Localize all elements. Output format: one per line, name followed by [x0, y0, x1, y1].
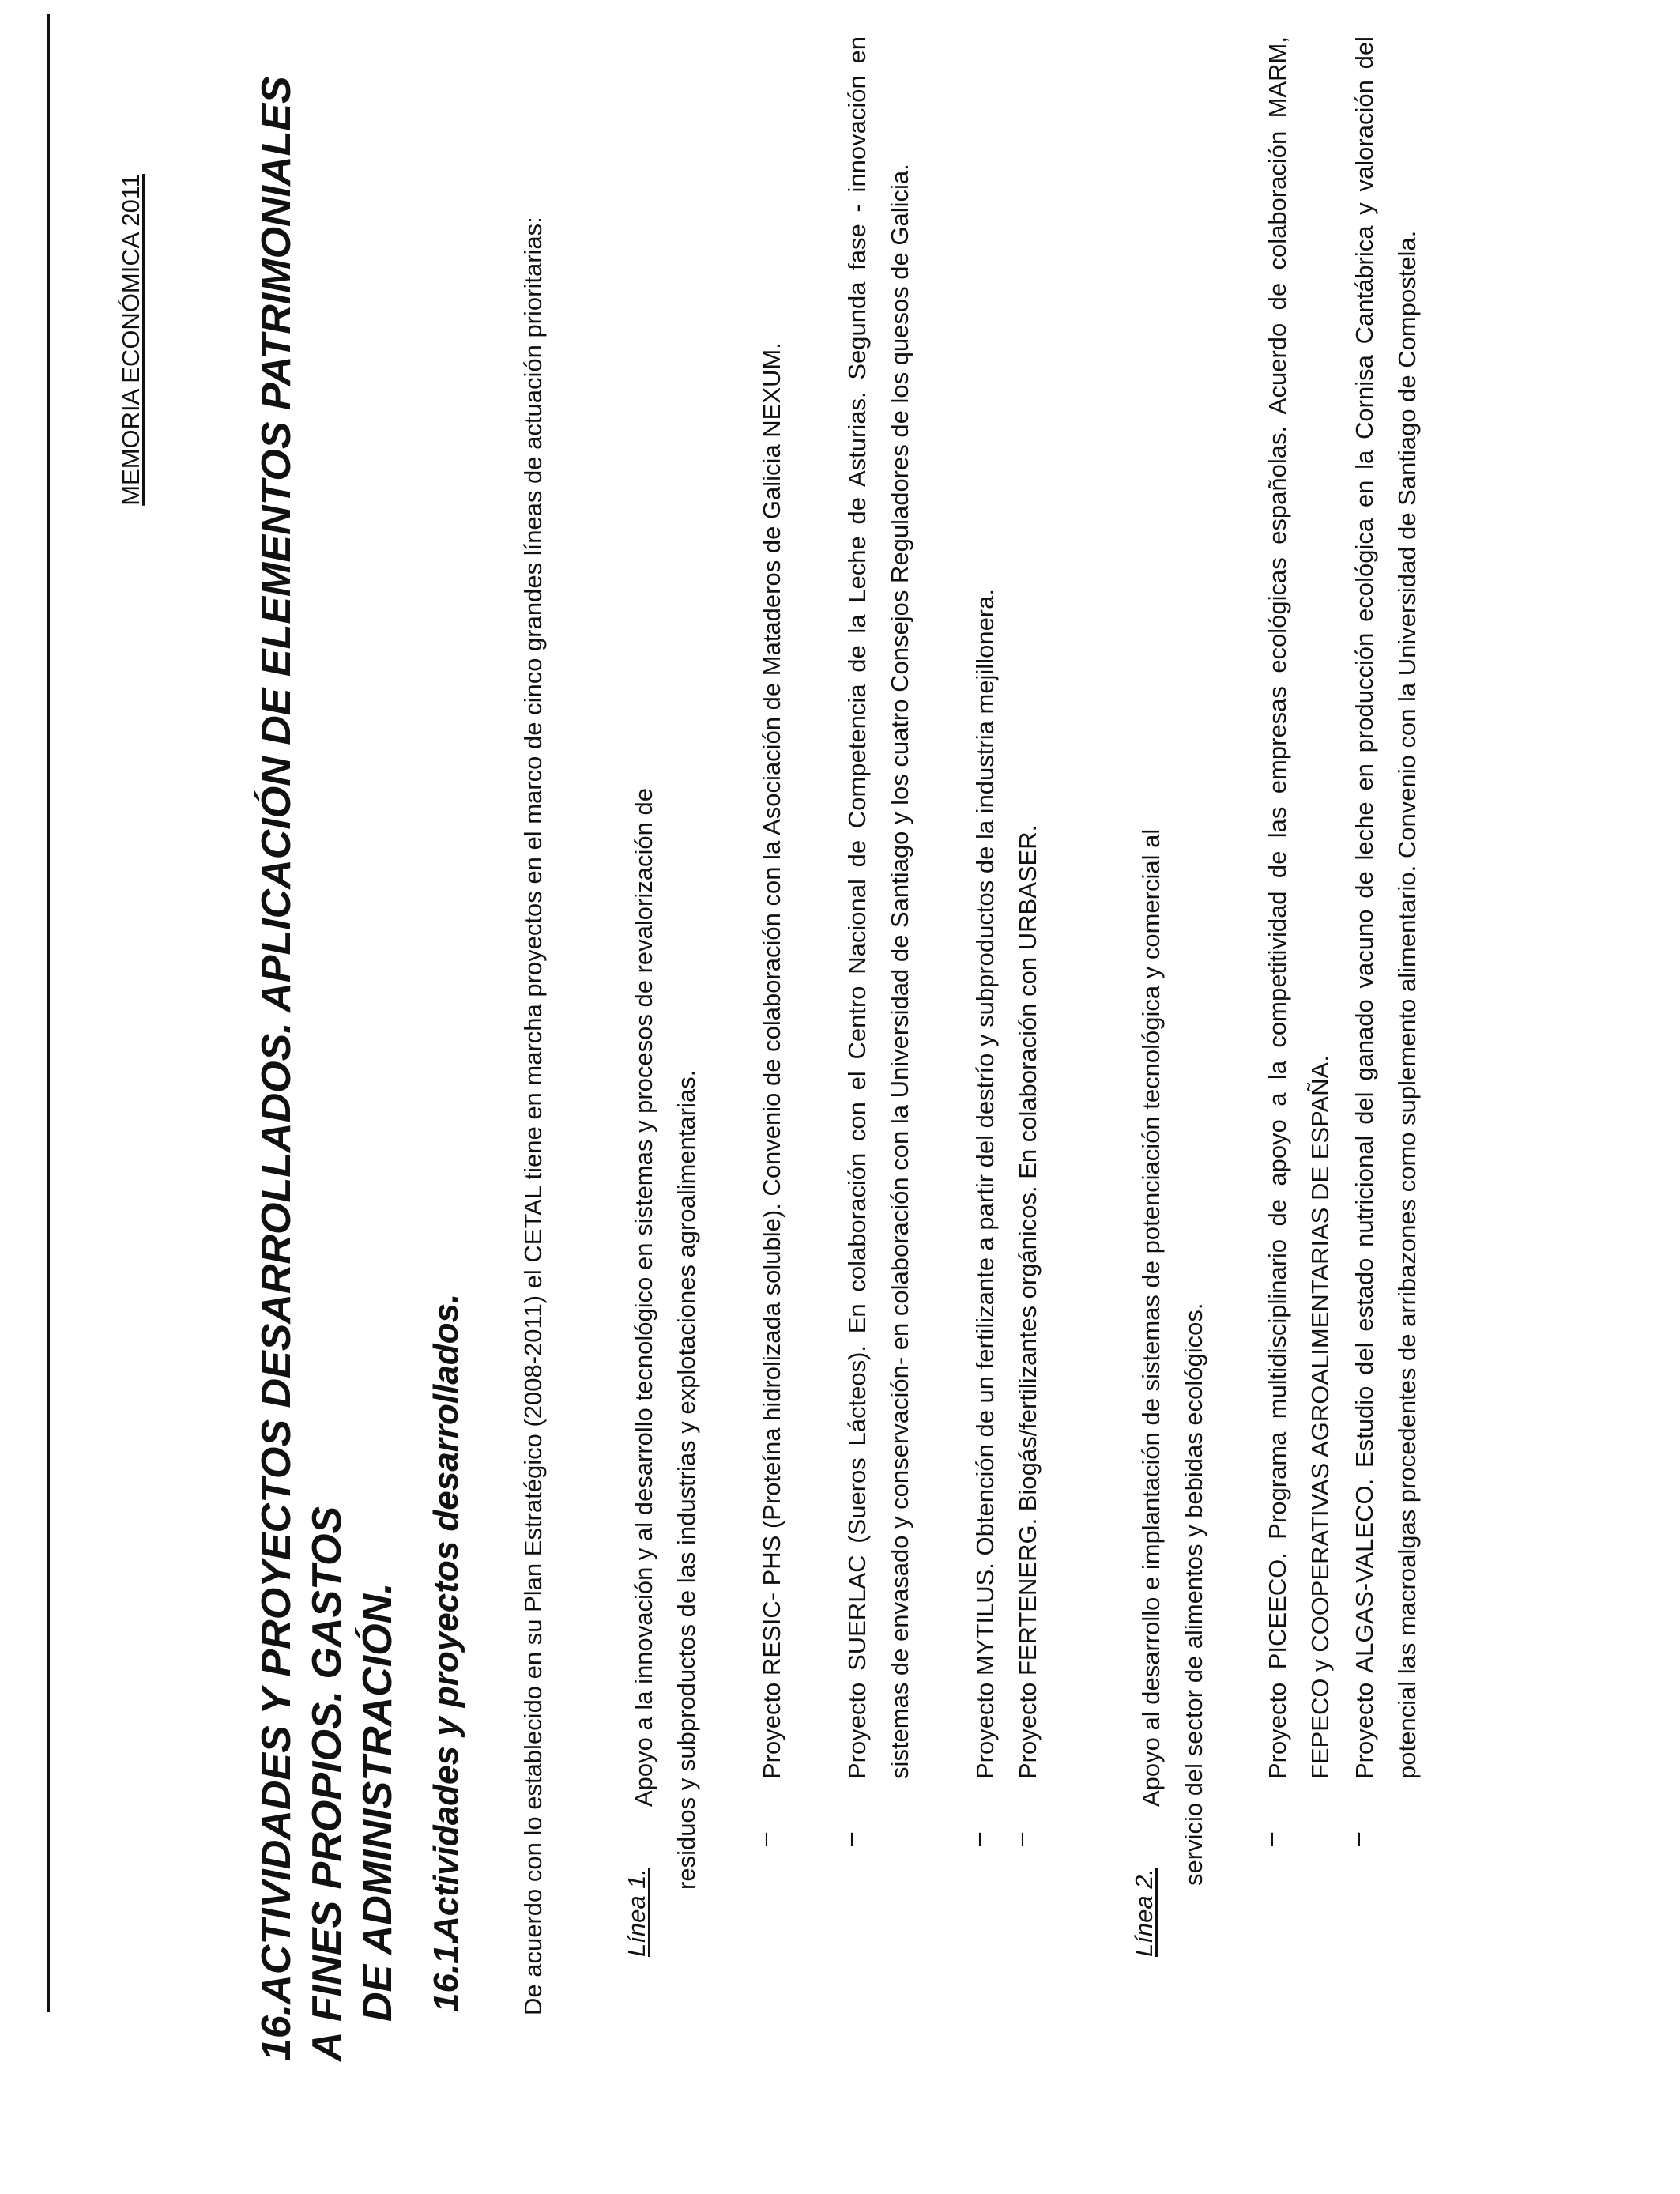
- linea-1-text-line1: Apoyo a la innovación y al desarrollo tecnológico en sistemas y procesos de revalorización de: [630, 788, 657, 1807]
- linea-1-item-1: Proyecto RESIC- PHS (Proteína hidrolizada soluble). Convenio de colaboración con la Asociación de Mataderos de Galicia NEXUM.: [758, 342, 785, 1779]
- intro-paragraph: De acuerdo con lo establecido en su Plan Estratégico (2008-2011) el CETAL tiene en marcha proyectos en el marco de cinco grandes líneas de actuación prioritarias:: [519, 217, 547, 2015]
- linea-2-text-line1: Apoyo al desarrollo e implantación de sistemas de potenciación tecnológica y comercial al: [1137, 828, 1165, 1807]
- header-title: MEMORIA ECONÓMICA 2011: [117, 174, 145, 506]
- section-title-line1: ACTIVIDADES Y PROYECTOS DESARROLLADOS. APLICACIÓN DE ELEMENTOS PATRIMONIALES A FINES PROPIOS. GASTOS: [254, 76, 350, 2061]
- list-dash: –: [1256, 1832, 1284, 1846]
- list-dash: –: [836, 1832, 864, 1846]
- list-dash: –: [751, 1832, 778, 1846]
- list-dash: –: [1007, 1832, 1034, 1846]
- linea-1-item-3: Proyecto MYTILUS. Obtención de un fertilizante a partir del destrío y subproductos de la industria mejillonera.: [971, 589, 999, 1779]
- header-rule: [47, 14, 50, 2012]
- linea-1-item-4: Proyecto FERTENERG. Biogás/fertilizantes orgánicos. En colaboración con URBASER.: [1014, 824, 1042, 1779]
- subsection-number: 16.1.: [427, 1935, 465, 2012]
- linea-1-text-line2: residuos y subproductos de las industrias y explotaciones agroalimentarias.: [672, 1069, 700, 1890]
- linea-2-label: Línea 2.: [1130, 1868, 1158, 1957]
- section-title: [251, 70, 403, 2061]
- section-title-line2: DE ADMINISTRACIÓN.: [355, 1582, 401, 2022]
- subsection-title: Actividades y proyectos desarrollados.: [427, 1293, 465, 1941]
- linea-1-label: Línea 1.: [623, 1868, 650, 1957]
- linea-2-text-line2: servicio del sector de alimentos y bebidas ecológicos.: [1180, 1302, 1207, 1886]
- linea-2-item-2: Proyecto ALGAS-VALECO. Estudio del estado nutricional del ganado vacuno de leche en producción ecológica en la Cornisa Cantábrica y valoración del potencial las macroalgas procedentes de arribazones como suplemento alimentario. Convenio con la Universidad de Santiago de Compostela.: [1350, 36, 1421, 1779]
- list-dash: –: [1343, 1832, 1371, 1846]
- linea-1-item-2: Proyecto SUERLAC (Sueros Lácteos). En colaboración con el Centro Nacional de Competencia de la Leche de Asturias. Segunda fase - innovación en sistemas de envasado y conservación- en colaboración con la Universidad de Santiago y los cuatro Consejos Reguladores de los quesos de Galicia.: [843, 36, 913, 1779]
- linea-2-item-1: Proyecto PICEECO. Programa multidisciplinario de apoyo a la competitividad de las empresas ecológicas españolas. Acuerdo de colaboración MARM, FEPECO y COOPERATIVAS AGROALIMENTARIAS DE ESPAÑA.: [1264, 36, 1334, 1779]
- section-number: 16.: [254, 2004, 299, 2061]
- list-dash: –: [964, 1832, 992, 1846]
